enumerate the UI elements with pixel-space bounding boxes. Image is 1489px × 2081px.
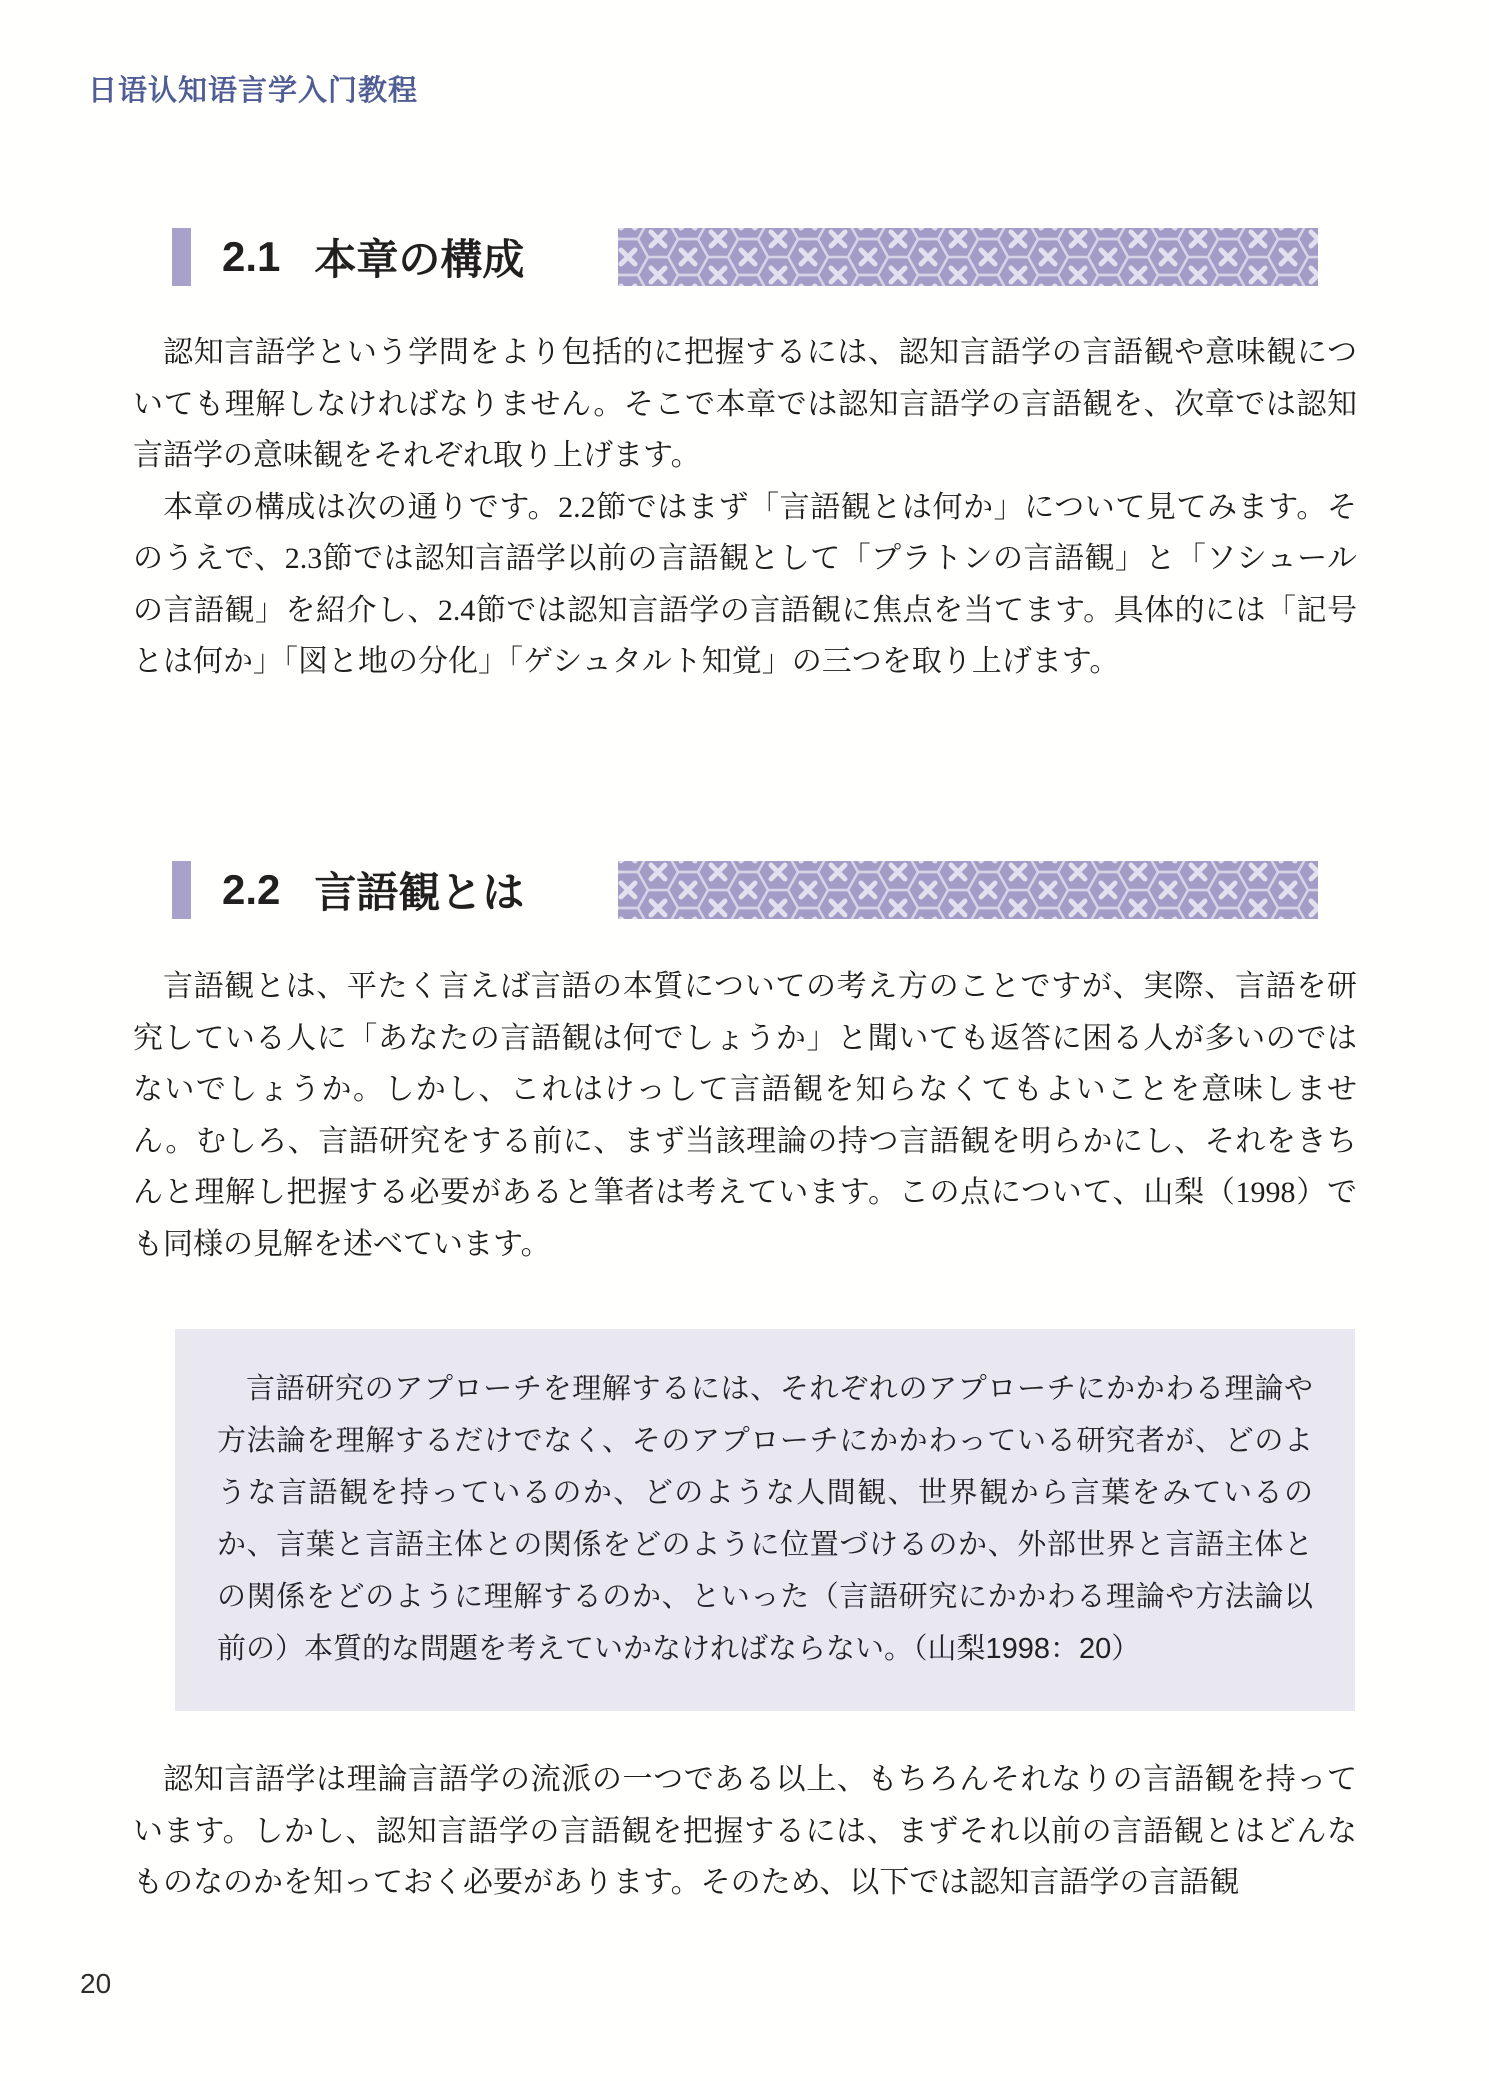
block-quote [175, 1329, 1355, 1711]
hexagon-pattern-band [618, 861, 1318, 919]
page-number: 20 [80, 1968, 112, 1999]
paragraph: 認知言語学という学問をより包括的に把握するには、認知言語学の言語観や意味観についても理解しなければなりません。そこで本章では認知言語学の言語観を、次章では認知言語学の意味観をそれぞれ取り上げます。 [133, 336, 1357, 472]
running-header: 日语认知语言学入门教程 [88, 75, 419, 107]
section-title-2-2 [222, 861, 524, 919]
section-number: 2.1 [222, 233, 281, 280]
paragraph: 本章の構成は次の通りです。2.2節ではまず「言語観とは何か」について見てみます。そのうえで、2.3節では認知言語学以前の言語観として「プラトンの言語観」と「ソシュールの言語観」を紹介し、2.4節では認知言語学の言語観に焦点を当てます。具体的には「記号とは何か」「図と地の分化」「ゲシュタルト知覚」の三つを取り上げます。 [133, 490, 1357, 678]
section-title-2-1 [222, 228, 524, 286]
section-title-text: 言語観とは [314, 869, 525, 916]
quote-citation: （山梨1998：20） [913, 1633, 1141, 1665]
heading-accent-bar [172, 861, 191, 919]
section-2-2-body-after-quote [133, 1754, 1357, 1909]
section-title-text: 本章の構成 [314, 236, 525, 283]
heading-accent-bar [172, 228, 191, 286]
section-heading-2-2 [0, 861, 1489, 919]
hexagon-pattern-band [618, 228, 1318, 286]
paragraph: 認知言語学は理論言語学の流派の一つである以上、もちろんそれなりの言語観を持っています。しかし、認知言語学の言語観を把握するには、まずそれ以前の言語観とはどんなものなのかを知っておく必要があります。そのため、以下では認知言語学の言語観 [133, 1763, 1357, 1899]
section-number: 2.2 [222, 866, 281, 913]
section-2-1-body [133, 327, 1357, 688]
section-heading-2-1 [0, 228, 1489, 286]
paragraph: 言語観とは、平たく言えば言語の本質についての考え方のことですが、実際、言語を研究している人に「あなたの言語観は何でしょうか」と聞いても返答に困る人が多いのではないでしょうか。しかし、これはけっして言語観を知らなくてもよいことを意味しません。むしろ、言語研究をする前に、まず当該理論の持つ言語観を明らかにし、それをきちんと理解し把握する必要があると筆者は考えています。この点について、山梨（1998）でも同様の見解を述べています。 [133, 970, 1357, 1261]
section-2-2-body [133, 961, 1357, 1270]
quote-text: 言語研究のアプローチを理解するには、それぞれのアプローチにかかわる理論や方法論を理解するだけでなく、そのアプローチにかかわっている研究者が、どのような言語観を持っているのか、どのような人間観、世界観から言葉をみているのか、言葉と言語主体との関係をどのように位置づけるのか、外部世界と言語主体との関係をどのように理解するのか、といった（言語研究にかかわる理論や方法論以前の）本質的な問題を考えていかなければならない。（山梨1998：20） [217, 1373, 1313, 1665]
